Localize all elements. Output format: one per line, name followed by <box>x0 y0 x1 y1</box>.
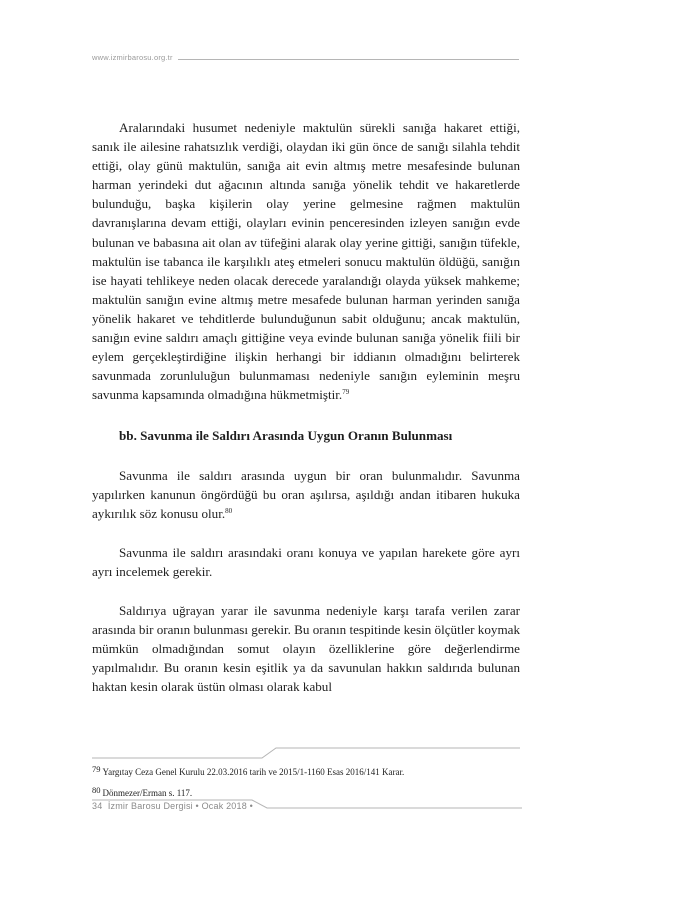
paragraph-4: Saldırıya uğrayan yarar ile savunma nedeniyle karşı tarafa verilen zarar arasında bir oranın bulunması gerekir. Bu oranın tespitinde kesin ölçütler koymak mümkün olmadığından somut olayın özelliklerine göre değerlendirme yapılmalıdır. Bu oranın kesin eşitlik ya da savunulan hakkın saldırıda bulunan haktan kesin olarak üstün olması olarak kabul <box>92 602 520 695</box>
main-text <box>92 118 520 696</box>
header-url: www.izmirbarosu.org.tr <box>92 53 173 62</box>
footnote-number: 80 <box>92 785 101 795</box>
footnote-separator <box>92 747 520 759</box>
page-number: 34 <box>92 801 103 811</box>
paragraph-2 <box>92 466 520 523</box>
footnote-80 <box>92 784 522 799</box>
paragraph-1 <box>92 118 520 404</box>
footnote-text: Dönmezer/Erman s. 117. <box>102 788 193 798</box>
footer-label <box>92 801 253 811</box>
section-heading: bb. Savunma ile Saldırı Arasında Uygun Oranın Bulunması <box>119 428 453 444</box>
footnote-79 <box>92 763 522 778</box>
paragraph-2-text: Savunma ile saldırı arasında uygun bir oran bulunmalıdır. Savunma yapılırken kanunun öngördüğü bu oran aşılırsa, aşıldığı andan itibaren hukuka aykırılık söz konusu olur. <box>92 467 520 521</box>
footnote-ref-80: 80 <box>225 506 233 515</box>
paragraph-3: Savunma ile saldırı arasındaki oranı konuya ve yapılan harekete göre ayrı ayrı incelemek gerekir. <box>92 544 520 579</box>
footnote-number: 79 <box>92 764 101 774</box>
footnote-text: Yargıtay Ceza Genel Kurulu 22.03.2016 tarih ve 2015/1-1160 Esas 2016/141 Karar. <box>102 767 405 777</box>
paragraph-1-text: Aralarındaki husumet nedeniyle maktulün sürekli sanığa hakaret ettiği, sanık ile ailesine rahatsızlık verdiği, olaydan iki gün önce de sanığı silahla tehdit ettiği, olay günü maktulün, sanığa ait evin altmış metre mesafesinde bulunan harman yerindeki dut ağacının altında sanığa yönelik tehdit ve hakaretlerde bulunduğu, başka kişilerin olay yerine gelmesine rağmen maktulün davranışlarına devam ettiği, olayları evinin penceresinden izleyen sanığın evde bulunan ve babasına ait olan av tüfeğini alarak olay yerine gittiği, sanığın tüfekle, maktulün ise tabanca ile karşılıklı ateş etmeleri sonucu maktulün öldüğü, sanığın ise hayati tehlikeye neden olacak derecede yaralandığı olayda yüksek mahkeme; maktulün sanığın evine altmış metre mesafede bulunan harman yerinden sanığa yönelik hakaret ve tehditlerde bulunduğunun sabit olduğunu; ancak maktulün, sanığın evine saldırı amaçlı gittiğine veya evinde bulunan sanığa yönelik fiili bir eylem gerçekleştirdiğine ilişkin herhangi bir iddianın olmadığını belirterek savunmada zorunluluğun bulunmaması nedeniyle sanığın eyleminin meşru savunma kapsamında olmadığına hükmetmiştir. <box>92 120 520 403</box>
journal-name: İzmir Barosu Dergisi • Ocak 2018 • <box>107 801 253 811</box>
footnote-ref-79: 79 <box>342 388 350 397</box>
header-rule <box>178 59 519 60</box>
